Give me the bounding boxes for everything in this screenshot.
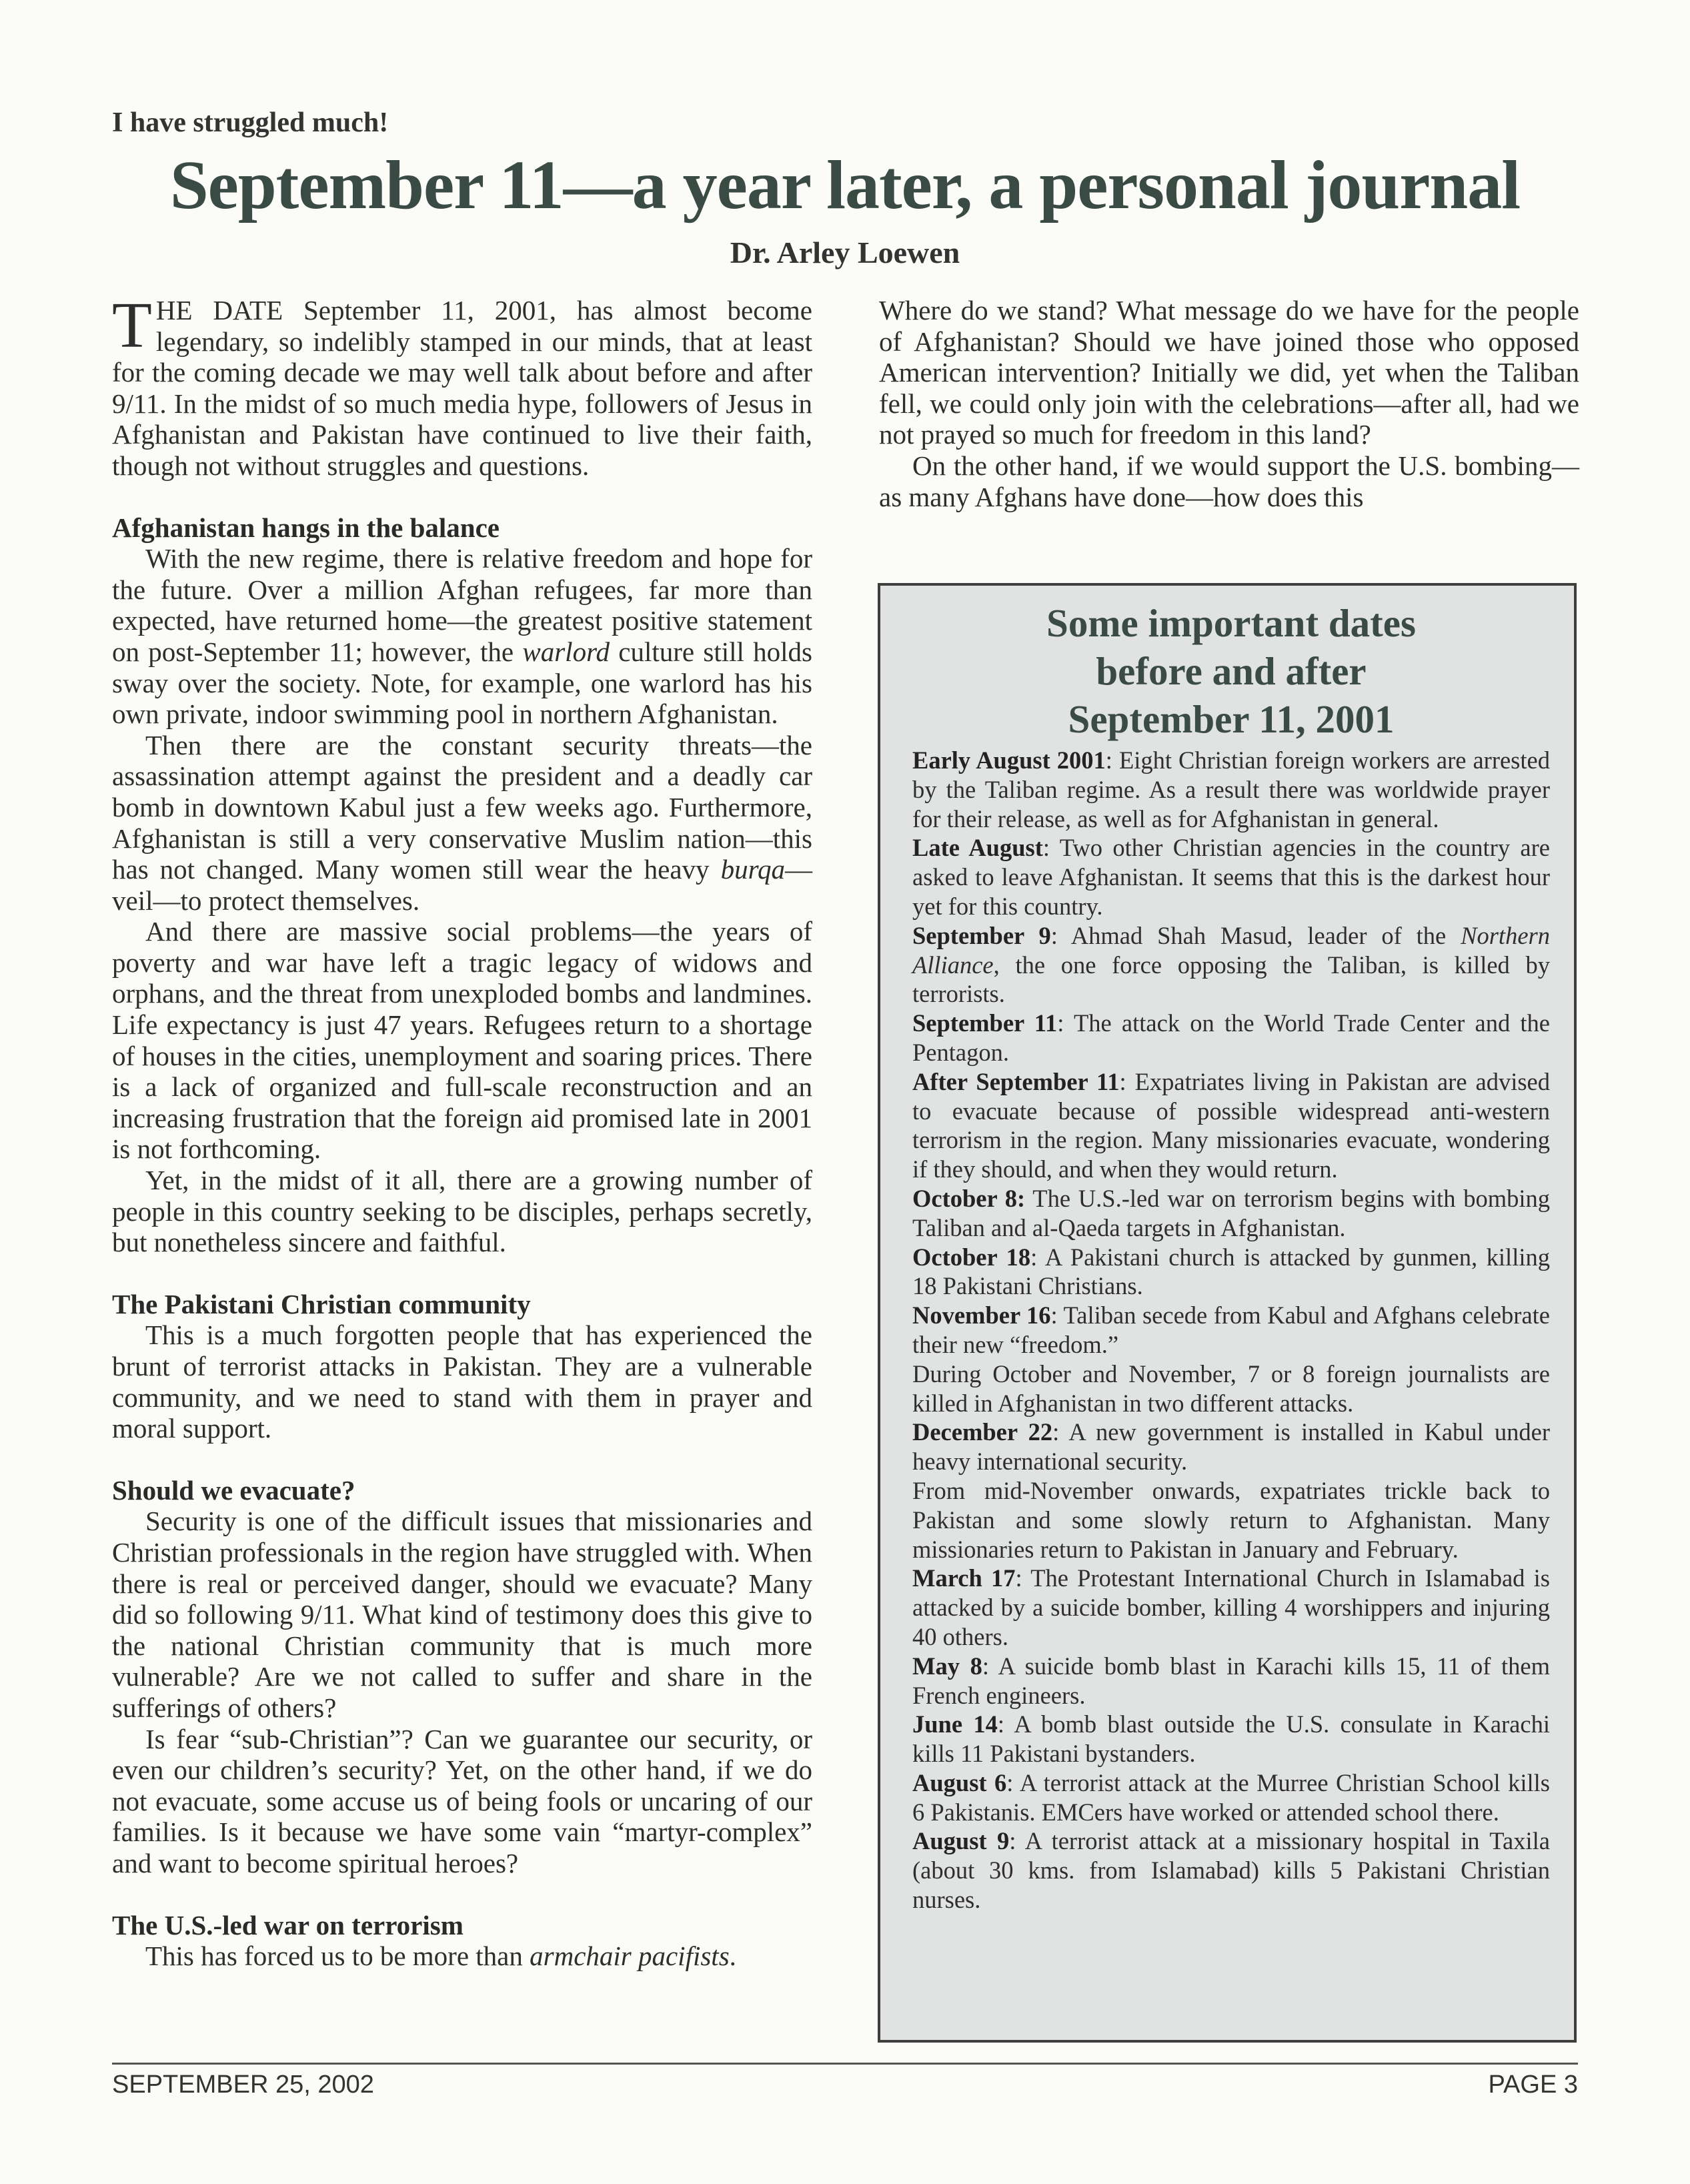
sidebar-title-line: Some important dates [1046, 601, 1416, 645]
dates-sidebar [878, 583, 1577, 2043]
entry-text: : Expatriates living in Pakistan are advised to evacuate because of possible widespread anti-western terrorism in the region. Many missionaries evacuate, wondering if they should, and when they would return. [912, 1067, 1550, 1183]
entry-date: June 14 [912, 1710, 998, 1738]
paragraph: Yet, in the midst of it all, there are a growing number of people in this country seeking to be disciples, perhaps secretly, but nonetheless sincere and faithful. [112, 1165, 812, 1258]
timeline-entry [912, 1564, 1550, 1651]
timeline-entry [912, 1652, 1550, 1710]
text: . [729, 1941, 736, 1972]
emphasis: armchair pacifists [530, 1941, 730, 1972]
page-number: PAGE 3 [1488, 2071, 1578, 2099]
text: culture still holds sway over the society. Note, for example, one warlord has his own private, indoor swimming pool in northern Afghanistan. [112, 636, 812, 730]
entry-date: Early August 2001 [912, 746, 1106, 774]
emphasis: warlord [522, 636, 610, 667]
entry-text: : A terrorist attack at the Murree Christian School kills 6 Pakistanis. EMCers have worked or attended school there. [912, 1768, 1550, 1826]
timeline-entry [912, 1243, 1550, 1301]
heading-afghanistan: Afghanistan hangs in the balance [112, 512, 500, 543]
entry-date: May 8 [912, 1652, 982, 1680]
sidebar-title-line: before and after [1096, 649, 1367, 693]
sidebar-title-line: September 11, 2001 [1068, 697, 1395, 741]
entry-text: : The attack on the World Trade Center and the Pentagon. [912, 1009, 1550, 1066]
timeline-entry [912, 1184, 1550, 1243]
text: This has forced us to be more than [145, 1941, 530, 1972]
entry-text: : Ahmad Shah Masud, leader of the [1050, 921, 1461, 949]
paragraph: Security is one of the difficult issues that missionaries and Christian professionals in the region have struggled with. When there is real or perceived danger, should we evacuate? Many did so following 9/11. What kind of testimony does this give to the national Christian community that is much more vulnerable? Are we not called to suffer and share in the sufferings of others? [112, 1506, 812, 1723]
sidebar-title [912, 599, 1550, 743]
entry-text: : Two other Christian agencies in the country are asked to leave Afghanistan. It seems that this is the darkest hour yet for this country. [912, 834, 1550, 920]
entry-date: September 9 [912, 921, 1051, 949]
byline: Dr. Arley Loewen [730, 235, 960, 269]
entry-text: , the one force opposing the Taliban, is killed by terrorists. [912, 951, 1550, 1008]
entry-text: The U.S.-led war on terrorism begins with bombing Taliban and al-Qaeda targets in Afghanistan. [912, 1184, 1550, 1241]
entry-text: : A bomb blast outside the U.S. consulate in Karachi kills 11 Pakistani bystanders. [912, 1710, 1550, 1768]
entry-text: : A suicide bomb blast in Karachi kills 15, 11 of them French engineers. [912, 1652, 1551, 1709]
footer-date: SEPTEMBER 25, 2002 [112, 2071, 374, 2099]
text: —veil—to protect themselves. [112, 854, 812, 916]
timeline-entry [912, 833, 1550, 921]
left-column [112, 290, 812, 1972]
paragraph [112, 1941, 812, 1972]
entry-date: After September 11 [912, 1067, 1120, 1095]
paragraph [112, 543, 812, 730]
intro-text: HE DATE September 11, 2001, has almost become legendary, so indelibly stamped in our minds, that at least for the coming decade we may well talk about before and after 9/11. In the midst of so much media hype, followers of Jesus in Afghanistan and Pakistan have continued to live their faith, though not without struggles and questions. [112, 295, 812, 481]
paragraph [112, 730, 812, 917]
entry-date: November 16 [912, 1301, 1051, 1329]
entry-date: Late August [912, 834, 1043, 862]
intro-paragraph [112, 290, 812, 482]
heading-war-on-terrorism: The U.S.-led war on terrorism [112, 1909, 464, 1941]
text: Then there are the constant security threats—the assassination attempt against the president and a deadly car bomb in downtown Kabul just a few weeks ago. Furthermore, Afghanistan is still a very conservative Muslim nation—this has not changed. Many women still wear the heavy [112, 729, 812, 885]
emphasis: burqa [720, 854, 785, 885]
drop-cap: T [112, 290, 152, 362]
timeline-entry [912, 1009, 1550, 1067]
entry-text: : A new government is installed in Kabul under heavy international security. [912, 1418, 1550, 1476]
timeline-entry: From mid-November onwards, expatriates trickle back to Pakistan and some slowly return to Afghanistan. Many missionaries return to Pakistan in January and February. [912, 1476, 1550, 1563]
entry-date: October 18 [912, 1243, 1031, 1271]
timeline-entry: During October and November, 7 or 8 foreign journalists are killed in Afghanistan in two different attacks. [912, 1359, 1550, 1417]
entry-text: : A terrorist attack at a missionary hospital in Taxila (about 30 kms. from Islamabad) kills 5 Pakistani Christian nurses. [912, 1827, 1550, 1914]
paragraph: On the other hand, if we would support the U.S. bombing—as many Afghans have done—how does this [879, 450, 1579, 512]
timeline-entry [912, 1067, 1550, 1184]
entry-date: December 22 [912, 1418, 1053, 1446]
timeline-entry [912, 1710, 1550, 1768]
entry-text: : A Pakistani church is attacked by gunmen, killing 18 Pakistani Christians. [912, 1243, 1550, 1300]
text: With the new regime, there is relative freedom and hope for the future. Over a million Afghan refugees, far more than expected, have returned home—the greatest positive statement on post-September 11; however, the [112, 543, 812, 667]
paragraph: Where do we stand? What message do we have for the people of Afghanistan? Should we have joined those who opposed American intervention? Initially we did, yet when the Taliban fell, we could only join with the celebrations—after all, had we not prayed so much for freedom in this land? [879, 295, 1579, 450]
paragraph: Is fear “sub-Christian”? Can we guarantee our security, or even our children’s security? Yet, on the other hand, if we do not evacuate, some accuse us of being fools or uncaring of our families. Is it because we have some vain “martyr-complex” and want to become spiritual heroes? [112, 1723, 812, 1878]
footer-rule [112, 2063, 1578, 2065]
paragraph: This is a much forgotten people that has experienced the brunt of terrorist attacks in Pakistan. They are a vulnerable community, and we need to stand with them in prayer and moral support. [112, 1319, 812, 1444]
entry-text: : Taliban secede from Kabul and Afghans celebrate their new “freedom.” [912, 1301, 1550, 1358]
right-column [879, 295, 1579, 512]
entry-emphasis: Northern Alliance [912, 921, 1550, 979]
entry-text: : Eight Christian foreign workers are arrested by the Taliban regime. As a result there was worldwide prayer for their release, as well as for Afghanistan in general. [912, 746, 1550, 833]
entry-date: September 11 [912, 1009, 1058, 1037]
article-title: September 11—a year later, a personal journal [169, 147, 1521, 223]
heading-evacuate: Should we evacuate? [112, 1474, 355, 1506]
entry-date: March 17 [912, 1564, 1016, 1592]
sidebar-body [912, 746, 1550, 1915]
entry-date: August 9 [912, 1827, 1010, 1855]
timeline-entry [912, 746, 1550, 833]
kicker: I have struggled much! [112, 107, 389, 138]
timeline-entry [912, 1826, 1550, 1914]
timeline-entry [912, 921, 1550, 1009]
heading-pakistani-community: The Pakistani Christian community [112, 1288, 531, 1319]
timeline-entry [912, 1301, 1550, 1359]
entry-date: August 6 [912, 1768, 1007, 1796]
entry-date: October 8: [912, 1184, 1026, 1212]
timeline-entry [912, 1768, 1550, 1827]
timeline-entry [912, 1418, 1550, 1476]
paragraph: And there are massive social problems—the years of poverty and war have left a tragic legacy of widows and orphans, and the threat from unexploded bombs and landmines. Life expectancy is just 47 years. Refugees return to a shortage of houses in the cities, unemployment and soaring prices. There is a lack of organized and full-scale reconstruction and an increasing frustration that the foreign aid promised late in 2001 is not forthcoming. [112, 916, 812, 1165]
entry-text: : The Protestant International Church in Islamabad is attacked by a suicide bomber, killing 4 worshippers and injuring 40 others. [912, 1564, 1550, 1650]
